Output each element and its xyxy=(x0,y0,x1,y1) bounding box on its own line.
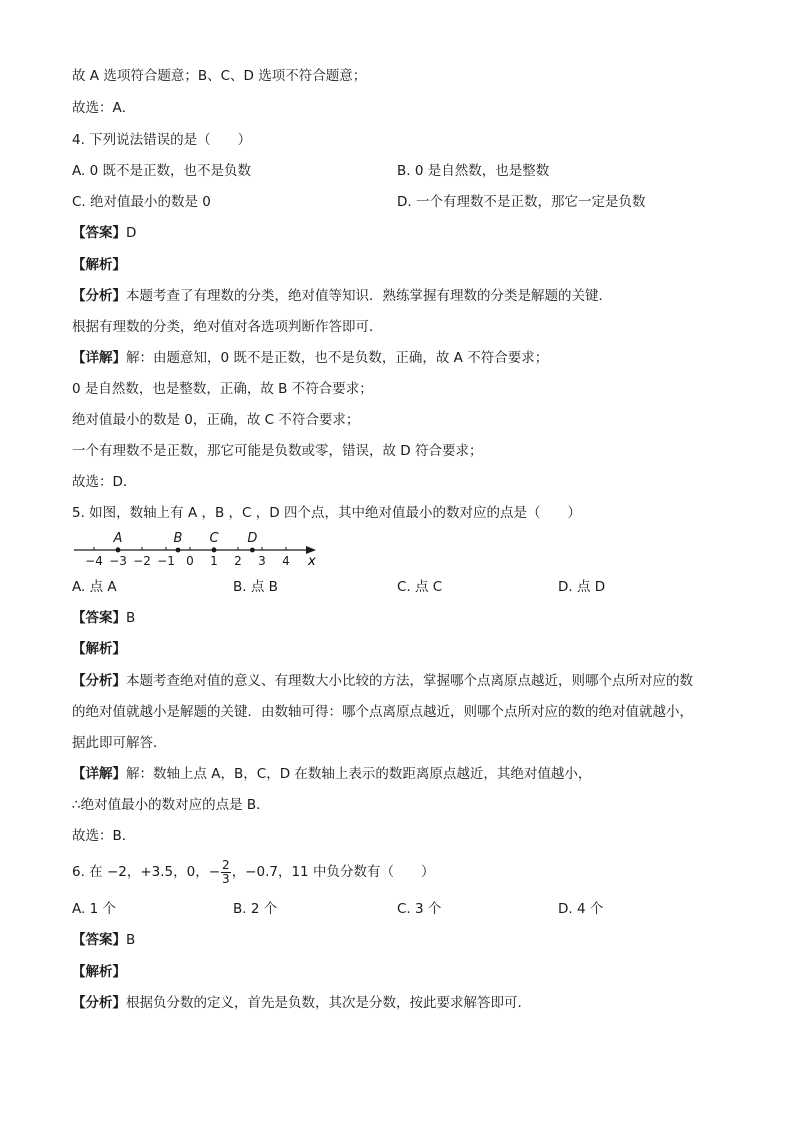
q4-choice: 故选：D． xyxy=(72,474,137,490)
number-line-point xyxy=(250,548,255,553)
q6-stem-post: ，−0.7，11 中负分数有（ ） xyxy=(231,864,435,880)
number-line-point-label: B xyxy=(173,531,183,546)
fraction-numerator: 2 xyxy=(222,857,230,872)
question-4-stem: 4. 下列说法错误的是（ ） xyxy=(72,132,252,148)
answer-tag: 【答案】 xyxy=(72,610,126,626)
detail-text: 解：由题意知，0 既不是正数，也不是负数，正确，故 A 不符合要求； xyxy=(126,350,549,366)
analysis-tag: 【分析】 xyxy=(72,288,126,304)
detail-tag: 【详解】 xyxy=(72,350,126,366)
q5-option-a: A. 点 A xyxy=(72,579,117,595)
q5-analysis xyxy=(72,671,693,691)
q4-analysis xyxy=(72,286,612,306)
analysis-text: 根据负分数的定义，首先是负数，其次是分数，按此要求解答即可． xyxy=(126,995,531,1011)
q6-option-d: D. 4 个 xyxy=(558,901,604,917)
q5-option-b: B. 点 B xyxy=(233,579,278,595)
number-line-point-label: C xyxy=(209,531,219,546)
answer-value: B xyxy=(126,932,136,948)
arrow-icon xyxy=(306,546,316,554)
q4-option-d: D. 一个有理数不是正数，那它一定是负数 xyxy=(397,194,646,210)
q4-option-c: C. 绝对值最小的数是 0 xyxy=(72,194,211,210)
text-line: ∴绝对值最小的数对应的点是 B． xyxy=(72,797,270,813)
q6-option-b: B. 2 个 xyxy=(233,901,278,917)
number-line-figure xyxy=(72,527,322,571)
analysis-text: 本题考查绝对值的意义、有理数大小比较的方法，掌握哪个点离原点越近，则哪个点所对应的数 xyxy=(126,673,693,689)
q4-answer xyxy=(72,223,136,243)
number-line-tick-label: −1 xyxy=(157,554,175,568)
analysis-tag: 【分析】 xyxy=(72,673,126,689)
question-5-stem: 5. 如图，数轴上有 A ，B ，C ，D 四个点，其中绝对值最小的数对应的点是（ ） xyxy=(72,505,581,521)
number-line-tick-label: −4 xyxy=(85,554,103,568)
q5-jiexi-heading: 【解析】 xyxy=(72,641,126,657)
number-line-tick-label: −2 xyxy=(133,554,151,568)
text-line: 一个有理数不是正数，那它可能是负数或零，错误，故 D 符合要求； xyxy=(72,443,483,459)
answer-value: D xyxy=(126,225,137,241)
number-line-point xyxy=(116,548,121,553)
answer-tag: 【答案】 xyxy=(72,225,126,241)
text-line: 据此即可解答． xyxy=(72,735,167,751)
q4-detail xyxy=(72,348,548,368)
q5-answer xyxy=(72,608,135,628)
q6-analysis xyxy=(72,993,531,1013)
text-line: 故 A 选项符合题意；B、C、D 选项不符合题意； xyxy=(72,68,367,84)
text-line: 0 是自然数，也是整数，正确，故 B 不符合要求； xyxy=(72,381,373,397)
detail-tag: 【详解】 xyxy=(72,766,126,782)
number-line-tick-label: 0 xyxy=(186,554,194,568)
number-line-point xyxy=(212,548,217,553)
q6-option-a: A. 1 个 xyxy=(72,901,116,917)
q4-option-b: B. 0 是自然数，也是整数 xyxy=(397,163,550,179)
number-line-point-label: D xyxy=(247,531,258,546)
detail-text: 解：数轴上点 A，B，C，D 在数轴上表示的数距离原点越近，其绝对值越小， xyxy=(126,766,592,782)
axis-label: x xyxy=(308,554,316,569)
q5-option-c: C. 点 C xyxy=(397,579,443,595)
q5-option-d: D. 点 D xyxy=(558,579,606,595)
analysis-tag: 【分析】 xyxy=(72,995,126,1011)
q6-jiexi-heading: 【解析】 xyxy=(72,964,126,980)
number-line-tick-label: 3 xyxy=(258,554,266,568)
number-line-point xyxy=(176,548,181,553)
answer-value: B xyxy=(126,610,136,626)
number-line-tick-label: −3 xyxy=(109,554,127,568)
q6-option-c: C. 3 个 xyxy=(397,901,442,917)
number-line-point-label: A xyxy=(113,531,123,546)
fraction-denominator: 3 xyxy=(222,871,230,886)
q5-detail xyxy=(72,764,591,784)
number-line-tick-label: 2 xyxy=(234,554,242,568)
text-line: 的绝对值就越小是解题的关键．由数轴可得：哪个点离原点越近，则哪个点所对应的数的绝对值就越小， xyxy=(72,704,693,720)
analysis-text: 本题考查了有理数的分类，绝对值等知识．熟练掌握有理数的分类是解题的关键． xyxy=(126,288,612,304)
number-line-tick-label: 4 xyxy=(282,554,290,568)
q4-jiexi-heading: 【解析】 xyxy=(72,257,126,273)
q5-choice: 故选：B． xyxy=(72,828,136,844)
q6-answer xyxy=(72,930,135,950)
text-line: 根据有理数的分类，绝对值对各选项判断作答即可． xyxy=(72,319,383,335)
question-6-stem xyxy=(72,858,434,886)
text-line: 故选：A． xyxy=(72,100,136,116)
number-line-tick-label: 1 xyxy=(210,554,218,568)
fraction xyxy=(221,859,231,886)
answer-tag: 【答案】 xyxy=(72,932,126,948)
text-line: 绝对值最小的数是 0，正确，故 C 不符合要求； xyxy=(72,412,360,428)
q4-option-a: A. 0 既不是正数，也不是负数 xyxy=(72,163,251,179)
q6-stem-pre: 6. 在 −2，+3.5，0，− xyxy=(72,864,221,880)
